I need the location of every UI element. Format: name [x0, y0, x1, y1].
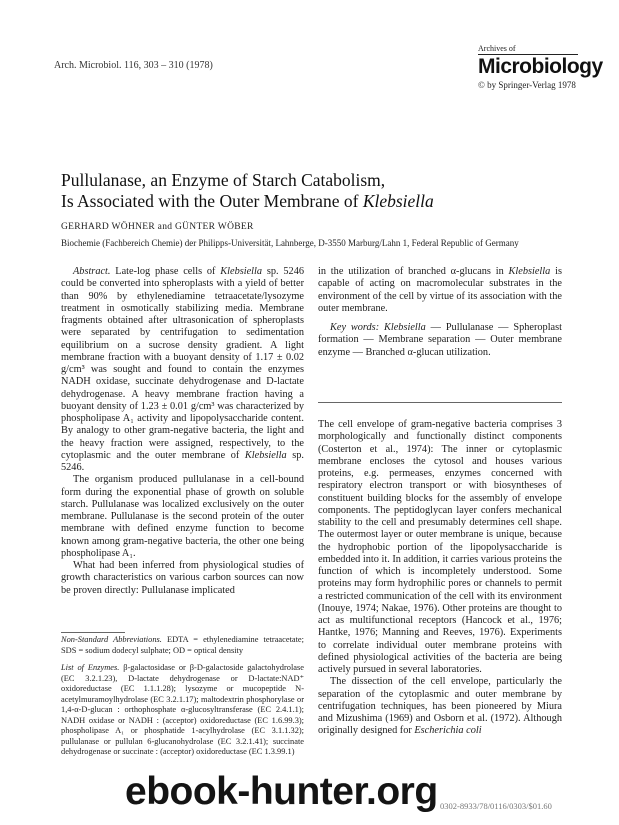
keywords-label: Key words:: [330, 322, 380, 333]
organism-name: Klebsiella: [508, 266, 551, 277]
enzymes-note: [61, 663, 304, 758]
journal-citation: Arch. Microbiol. 116, 303 – 310 (1978): [54, 60, 213, 71]
abstract-text: Late-log phase cells of: [110, 266, 221, 277]
footnotes: [61, 635, 304, 758]
enzymes-text: β-galactosidase or β-D-galactoside galactohydrolase (EC 3.2.1.23), D-lactate dehydrogenase or D-lactate:NAD⁺ oxidoreductase (EC 1.1.1.28); lysozyme or mucopeptide N-acetylmuramoylhydrolase (EC 3.2.1.17); maltodextrin phosphorylase or 1,4-α-D-glucan : orthophosphate α-glucosyltransferase (EC 2.4.1.1); NADH oxidase or NADH : (acceptor) oxidoreductase (EC 1.6.99.3); phospholipase A₁ or phosphatide 1-acylhydrolase (EC 3.1.1.32); pullulanase or pullulan 6-glucanohydrolase (EC 3.2.1.41); succinate dehydrogenase or succinate : (acceptor) oxidoreductase (EC 1.3.99.1): [61, 663, 304, 756]
abstract-paragraph-2: The organism produced pullulanase in a cell-bound form during the exponential phase of growth on soluble starch. Pullulanase was localized exclusively on the outer membrane. Pullulanase is the second protein of the outer membrane with defined enzyme function to become known among gram-negative bacteria, the other one being phospholipase A₁.: [61, 474, 304, 559]
intro-paragraph-1: The cell envelope of gram-negative bacteria comprises 3 morphologically and functionally distinct components (Costerton et al., 1974): The inner or cytoplasmic membrane encloses the cytosol and houses various proteins, e.g. permeases, enzymes concerned with respiratory electron transport or with biosyntheses of constituent building blocks for the assembly of envelope components. The peptidoglycan layer confers mechanical stability to the cell and presumably determines cell shape. The outermost layer or outer membrane is unique, because the hydrophobic portion of the lipopolysaccharide is embedded into it. In addition, it carries various proteins the function of which is incompletely understood. Some proteins may form hydrophilic pores or channels to permit a restricted communication of the cell with its environment (Inouye, 1974; Nakae, 1976). Other proteins are thought to act as multifunctional receptors (Hancock et al., 1976; Hantke, 1976; Manning and Reeves, 1976). Experiments to correlate individual outer membrane proteins with defined physiological activities of the bacteria are being actively pursued in several laboratories.: [318, 419, 562, 675]
abstract-label: Abstract.: [73, 266, 111, 277]
title-organism: Klebsiella: [362, 191, 434, 211]
footnote-divider: [61, 632, 125, 633]
section-divider: [318, 402, 562, 403]
title-line-2: [61, 191, 581, 212]
abstract-text: in the utilization of branched α-glucans in: [318, 266, 509, 277]
intro-text: The dissection of the cell envelope, particularly the separation of the cytoplasmic and outer membrane by centrifugation techniques, has been pioneered by Miura and Mizushima (1969) and Osborn et al. (1972). Although originally designed for: [318, 676, 562, 737]
abstract-section: [61, 266, 304, 597]
journal-logo: [478, 44, 603, 90]
title-line-2-text: Is Associated with the Outer Membrane of: [61, 191, 363, 211]
organism-name: Klebsiella: [220, 266, 263, 277]
intro-paragraph-2: [318, 676, 562, 737]
journal-name: Microbiology: [478, 55, 603, 78]
abstract-paragraph-3: What had been inferred from physiological studies of growth characteristics on various carbon sources can now be proven directly: Pullulanase implicated: [61, 560, 304, 596]
abstract-text: is capable of acting on macromolecular substrates in the environment of the cell by virtue of its association with the outer membrane.: [318, 266, 562, 314]
abstract-paragraph-1: [61, 266, 304, 474]
organism-name: Escherichia coli: [414, 725, 482, 737]
affiliation: Biochemie (Fachbereich Chemie) der Philipps-Universität, Lahnberge, D-3550 Marburg/Lahn 1, Federal Republic of Germany: [61, 238, 519, 248]
introduction-section: [318, 419, 562, 738]
abbreviations-text: EDTA = ethylenediamine tetraacetate; SDS = sodium dodecyl sulphate; OD = optical density: [61, 635, 304, 655]
organism-name: Klebsiella: [379, 322, 426, 333]
enzymes-label: List of Enzymes.: [61, 663, 120, 672]
abbreviations-note: [61, 635, 304, 656]
title-line-1: Pullulanase, an Enzyme of Starch Catabolism,: [61, 170, 386, 190]
article-title: [61, 170, 581, 212]
organism-name: Klebsiella: [244, 449, 287, 461]
watermark: ebook-hunter.org: [125, 770, 438, 813]
journal-kicker: Archives of: [478, 44, 578, 55]
keywords-text: — Pullulanase — Spheroplast formation — Membrane separation — Outer membrane enzyme — Branched α-glucan utilization.: [318, 322, 562, 358]
keywords: [318, 322, 562, 359]
author-list: GERHARD WÖHNER and GÜNTER WÖBER: [61, 222, 254, 232]
abstract-text: sp. 5246 could be converted into spheroplasts with a yield of better than 90% by ethylenediamine tetraacetate/lysozyme treatment in osmotically stabilizing media. Membrane fragments obtained after ultrasonication of spheroplasts were separated by centrifugation to sedimentation equilibrium on a sucrose density gradient. A light membrane fraction with a buoyant density of 1.17 ± 0.02 g/cm³ was sought and found to contain the enzymes NADH oxidase, succinate dehydrogenase and D-lactate dehydrogenase. A heavy membrane fraction having a buoyant density of 1.23 ± 0.01 g/cm³ was characterized by phospholipase A₁ activity and lipopolysaccharide content. By analogy to other gram-negative bacteria, the light and the heavy fraction were assigned, respectively, to the cytoplasmic and the outer membrane of: [61, 266, 304, 461]
abbreviations-label: Non-Standard Abbreviations.: [61, 635, 162, 644]
abstract-continuation: [318, 266, 562, 359]
article-code: 0302-8933/78/0116/0303/$01.60: [440, 801, 552, 811]
abstract-text: sp. 5246.: [61, 449, 304, 473]
copyright-line: © by Springer-Verlag 1978: [478, 80, 576, 90]
abstract-continuation-text: [318, 266, 562, 315]
